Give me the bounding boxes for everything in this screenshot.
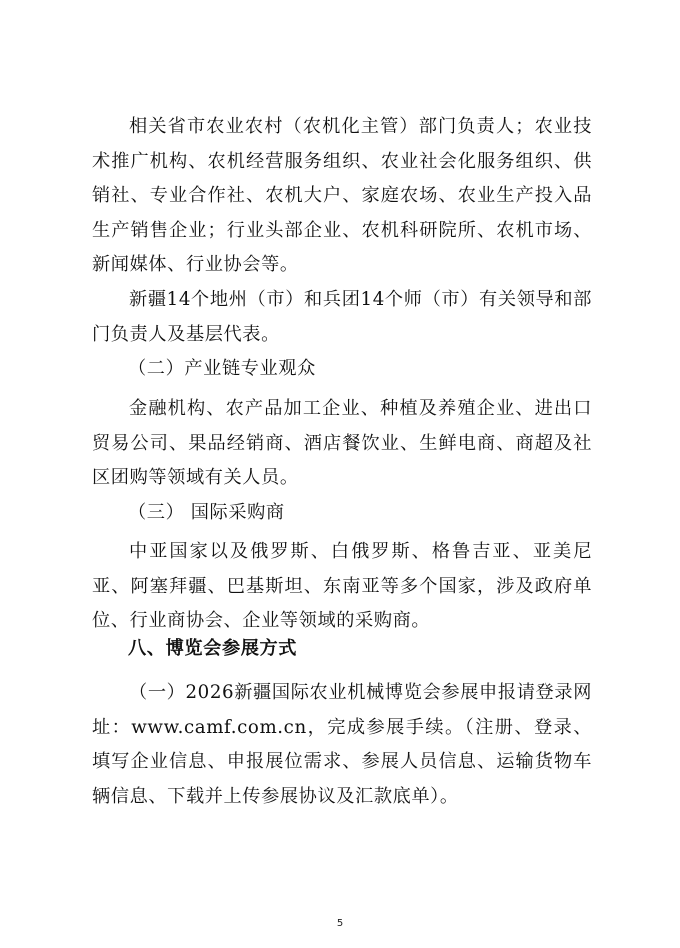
paragraph-industry-chain-visitors: 金融机构、农产品加工企业、种植及养殖企业、进出口贸易公司、果品经销商、酒店餐饮业、生鲜电商、商超及社区团购等领域有关人员。 xyxy=(92,398,592,489)
heading-exhibition-method: 八、博览会参展方式 xyxy=(128,638,298,659)
heading-industry-chain-visitors: （二）产业链专业观众 xyxy=(128,358,316,379)
paragraph-xinjiang-representatives: 新疆14个地州（市）和兵团14个师（市）有关领导和部门负责人及基层代表。 xyxy=(92,289,592,345)
heading-international-buyers: （三） 国际采购商 xyxy=(128,502,285,523)
paragraph-registration-instructions: （一）2026新疆国际农业机械博览会参展申报请登录网址：www.camf.com.cn，完成参展手续。（注册、登录、填写企业信息、申报展位需求、参展人员信息、运输货物车辆信息、下载并上传参展协议及汇款底单）。 xyxy=(92,682,592,807)
paragraph-international-buyers: 中亚国家以及俄罗斯、白俄罗斯、格鲁吉亚、亚美尼亚、阿塞拜疆、巴基斯坦、东南亚等多个国家，涉及政府单位、行业商协会、企业等领域的采购商。 xyxy=(92,541,592,632)
paragraph-attendees-officials: 相关省市农业农村（农机化主管）部门负责人；农业技术推广机构、农机经营服务组织、农业社会化服务组织、供销社、专业合作社、农机大户、家庭农场、农业生产投入品生产销售企业；行业头部企业、农机科研院所、农机市场、新闻媒体、行业协会等。 xyxy=(92,116,592,276)
page-number: 5 xyxy=(336,918,344,929)
